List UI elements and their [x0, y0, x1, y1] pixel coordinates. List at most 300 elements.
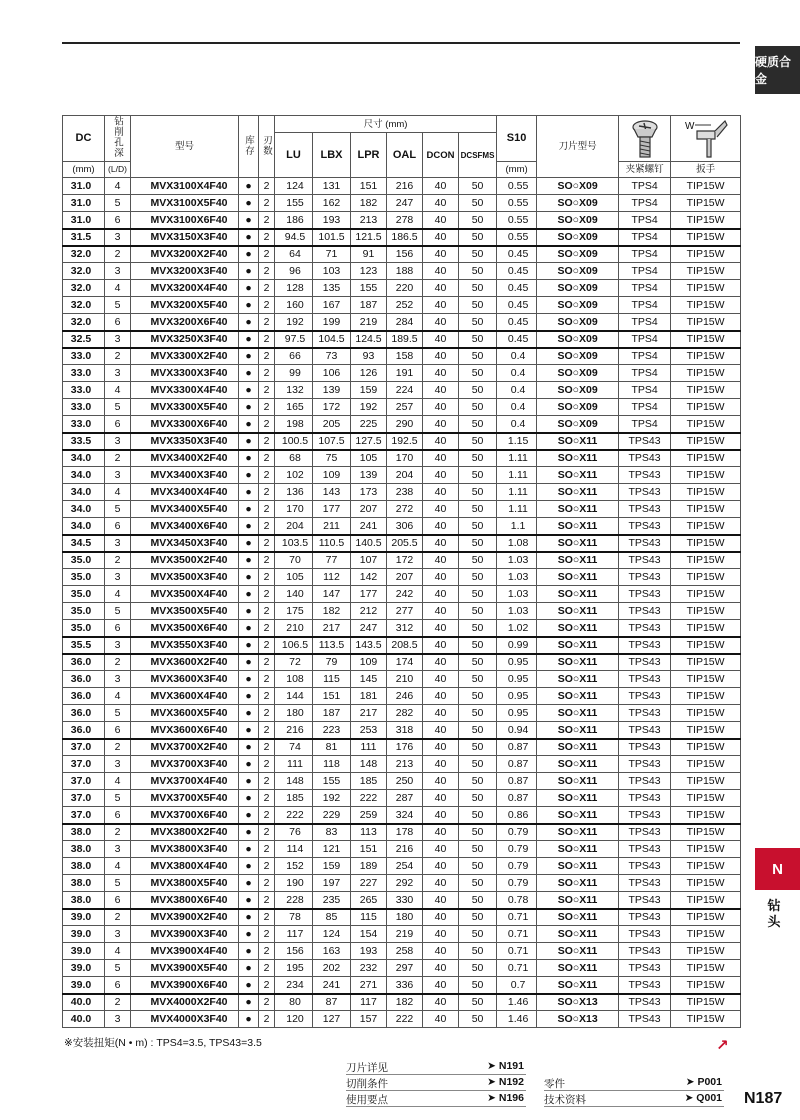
cell-dc: 38.0 — [63, 892, 105, 909]
cell-s10: 0.95 — [497, 705, 537, 722]
table-row — [63, 518, 741, 535]
cell-insert: SO○X11 — [537, 671, 619, 688]
cell-lbx: 235 — [313, 892, 351, 909]
cell-flutes: 2 — [259, 178, 275, 195]
cell-ld: 6 — [105, 892, 131, 909]
cell-s10: 1.11 — [497, 484, 537, 501]
cell-dc: 37.0 — [63, 790, 105, 807]
ref-cutting-conditions[interactable] — [346, 1075, 526, 1091]
cell-screw: TPS43 — [619, 620, 671, 637]
top-rule — [62, 42, 740, 44]
cell-oal: 188 — [387, 263, 423, 280]
cell-s10: 0.55 — [497, 229, 537, 246]
cell-lpr: 271 — [351, 977, 387, 994]
cell-lu: 152 — [275, 858, 313, 875]
header-dims-group: 尺寸 (mm) — [275, 116, 497, 133]
cell-lpr: 232 — [351, 960, 387, 977]
cell-dcsfms: 50 — [459, 467, 497, 484]
cell-dcsfms: 50 — [459, 671, 497, 688]
cell-stock: ● — [239, 671, 259, 688]
cell-model: MVX3350X3F40 — [131, 433, 239, 450]
cell-insert: SO○X11 — [537, 467, 619, 484]
table-row — [63, 654, 741, 671]
cell-dcsfms: 50 — [459, 722, 497, 739]
cell-dc: 37.0 — [63, 807, 105, 824]
cell-stock: ● — [239, 297, 259, 314]
cell-lpr: 193 — [351, 943, 387, 960]
cell-ld: 6 — [105, 212, 131, 229]
cell-s10: 0.71 — [497, 943, 537, 960]
ref-label: 刀片详见 — [346, 1062, 388, 1074]
cell-flutes: 2 — [259, 756, 275, 773]
cell-wrench: TIP15W — [671, 739, 741, 756]
cell-wrench: TIP15W — [671, 994, 741, 1011]
cell-dc: 37.0 — [63, 739, 105, 756]
cell-lpr: 142 — [351, 569, 387, 586]
cell-s10: 0.99 — [497, 637, 537, 654]
cell-wrench: TIP15W — [671, 314, 741, 331]
cell-s10: 0.55 — [497, 195, 537, 212]
cell-flutes: 2 — [259, 688, 275, 705]
cell-stock: ● — [239, 348, 259, 365]
cell-stock: ● — [239, 501, 259, 518]
cell-flutes: 2 — [259, 637, 275, 654]
cell-lu: 97.5 — [275, 331, 313, 348]
cell-dcon: 40 — [423, 773, 459, 790]
cell-model: MVX3400X4F40 — [131, 484, 239, 501]
cell-oal: 182 — [387, 994, 423, 1011]
cell-lu: 128 — [275, 280, 313, 297]
cell-oal: 252 — [387, 297, 423, 314]
cell-dcon: 40 — [423, 603, 459, 620]
cell-dcon: 40 — [423, 433, 459, 450]
cell-ld: 6 — [105, 620, 131, 637]
cell-wrench: TIP15W — [671, 433, 741, 450]
cell-insert: SO○X11 — [537, 756, 619, 773]
cell-dcsfms: 50 — [459, 246, 497, 263]
ref-label: 使用要点 — [346, 1094, 388, 1106]
cell-s10: 1.11 — [497, 450, 537, 467]
header-stock: 库存 — [239, 116, 259, 178]
cell-lpr: 227 — [351, 875, 387, 892]
cell-stock: ● — [239, 365, 259, 382]
cell-dcon: 40 — [423, 382, 459, 399]
cell-lu: 120 — [275, 1011, 313, 1028]
cell-lbx: 197 — [313, 875, 351, 892]
cell-dc: 35.0 — [63, 552, 105, 569]
cell-lu: 114 — [275, 841, 313, 858]
cell-screw: TPS43 — [619, 654, 671, 671]
cell-model: MVX3400X3F40 — [131, 467, 239, 484]
cell-ld: 2 — [105, 739, 131, 756]
cell-lpr: 247 — [351, 620, 387, 637]
cell-lbx: 115 — [313, 671, 351, 688]
cell-model: MVX3100X6F40 — [131, 212, 239, 229]
ref-insert-details[interactable] — [346, 1059, 526, 1075]
table-row — [63, 960, 741, 977]
cell-stock: ● — [239, 603, 259, 620]
ref-label: 切削条件 — [346, 1078, 388, 1090]
cell-lpr: 107 — [351, 552, 387, 569]
cell-flutes: 2 — [259, 807, 275, 824]
cell-ld: 3 — [105, 1011, 131, 1028]
cell-stock: ● — [239, 433, 259, 450]
cell-lpr: 181 — [351, 688, 387, 705]
table-row — [63, 705, 741, 722]
cell-model: MVX3900X2F40 — [131, 909, 239, 926]
cell-wrench: TIP15W — [671, 807, 741, 824]
cell-model: MVX3700X2F40 — [131, 739, 239, 756]
cell-lpr: 115 — [351, 909, 387, 926]
cell-s10: 1.15 — [497, 433, 537, 450]
cell-oal: 330 — [387, 892, 423, 909]
cell-dcon: 40 — [423, 756, 459, 773]
cell-insert: SO○X09 — [537, 178, 619, 195]
cell-lu: 198 — [275, 416, 313, 433]
spec-table — [62, 115, 741, 1028]
cell-lpr: 219 — [351, 314, 387, 331]
cell-screw: TPS43 — [619, 671, 671, 688]
cell-insert: SO○X09 — [537, 416, 619, 433]
cell-dc: 38.0 — [63, 841, 105, 858]
cell-lpr: 111 — [351, 739, 387, 756]
cell-oal: 278 — [387, 212, 423, 229]
cell-dc: 39.0 — [63, 977, 105, 994]
cell-lpr: 139 — [351, 467, 387, 484]
cell-stock: ● — [239, 722, 259, 739]
cell-insert: SO○X11 — [537, 960, 619, 977]
ref-technical-data[interactable] — [544, 1091, 724, 1107]
cell-insert: SO○X11 — [537, 535, 619, 552]
cell-wrench: TIP15W — [671, 824, 741, 841]
cell-s10: 0.95 — [497, 688, 537, 705]
ref-target-link[interactable]: ➤ P001 — [685, 1076, 722, 1088]
cell-oal: 186.5 — [387, 229, 423, 246]
cell-screw: TPS43 — [619, 552, 671, 569]
cell-ld: 2 — [105, 994, 131, 1011]
cell-flutes: 2 — [259, 212, 275, 229]
table-row — [63, 790, 741, 807]
cell-lpr: 91 — [351, 246, 387, 263]
cell-dc: 34.5 — [63, 535, 105, 552]
table-row — [63, 399, 741, 416]
header-s10-unit: (mm) — [497, 162, 537, 178]
cell-oal: 174 — [387, 654, 423, 671]
side-tab-n[interactable]: N — [755, 848, 800, 890]
cell-lpr: 173 — [351, 484, 387, 501]
cell-stock: ● — [239, 637, 259, 654]
cell-s10: 0.4 — [497, 399, 537, 416]
next-page-arrow-icon[interactable]: ↗ — [716, 1037, 729, 1054]
cell-dc: 33.0 — [63, 416, 105, 433]
cell-model: MVX3900X3F40 — [131, 926, 239, 943]
cell-lpr: 154 — [351, 926, 387, 943]
table-row — [63, 722, 741, 739]
cell-screw: TPS43 — [619, 909, 671, 926]
cell-screw: TPS4 — [619, 331, 671, 348]
cell-lu: 68 — [275, 450, 313, 467]
table-row — [63, 688, 741, 705]
cell-s10: 0.87 — [497, 756, 537, 773]
cell-model: MVX3200X6F40 — [131, 314, 239, 331]
cell-lpr: 145 — [351, 671, 387, 688]
cell-dcsfms: 50 — [459, 977, 497, 994]
cell-lbx: 177 — [313, 501, 351, 518]
cell-s10: 0.55 — [497, 178, 537, 195]
side-tab-carbide[interactable]: 硬质合金 — [755, 46, 800, 94]
cell-lpr: 182 — [351, 195, 387, 212]
cell-dc: 31.0 — [63, 178, 105, 195]
cell-lbx: 159 — [313, 858, 351, 875]
cell-wrench: TIP15W — [671, 637, 741, 654]
cell-flutes: 2 — [259, 552, 275, 569]
cell-oal: 219 — [387, 926, 423, 943]
cell-dc: 38.0 — [63, 875, 105, 892]
cell-model: MVX3500X5F40 — [131, 603, 239, 620]
cell-lbx: 131 — [313, 178, 351, 195]
cell-lbx: 167 — [313, 297, 351, 314]
cell-screw: TPS4 — [619, 212, 671, 229]
cell-model: MVX3200X4F40 — [131, 280, 239, 297]
cell-dcon: 40 — [423, 331, 459, 348]
cell-screw: TPS4 — [619, 382, 671, 399]
cell-lpr: 192 — [351, 399, 387, 416]
table-row — [63, 280, 741, 297]
cell-lu: 99 — [275, 365, 313, 382]
ref-target-link[interactable]: ➤ N191 — [487, 1060, 524, 1072]
cell-dc: 33.0 — [63, 348, 105, 365]
cell-lbx: 217 — [313, 620, 351, 637]
cell-screw: TPS43 — [619, 501, 671, 518]
cell-dcsfms: 50 — [459, 552, 497, 569]
cell-dcsfms: 50 — [459, 739, 497, 756]
cell-ld: 3 — [105, 331, 131, 348]
cell-insert: SO○X09 — [537, 331, 619, 348]
header-lpr: LPR — [351, 133, 387, 178]
cell-insert: SO○X11 — [537, 450, 619, 467]
cell-flutes: 2 — [259, 348, 275, 365]
cell-s10: 0.94 — [497, 722, 537, 739]
cell-model: MVX3800X6F40 — [131, 892, 239, 909]
cell-insert: SO○X11 — [537, 824, 619, 841]
cell-stock: ● — [239, 926, 259, 943]
cell-lbx: 229 — [313, 807, 351, 824]
cell-insert: SO○X09 — [537, 399, 619, 416]
cell-oal: 257 — [387, 399, 423, 416]
cell-ld: 6 — [105, 416, 131, 433]
cell-stock: ● — [239, 382, 259, 399]
cell-flutes: 2 — [259, 858, 275, 875]
cell-stock: ● — [239, 518, 259, 535]
cell-ld: 5 — [105, 960, 131, 977]
table-row — [63, 484, 741, 501]
cell-stock: ● — [239, 858, 259, 875]
table-row — [63, 569, 741, 586]
cell-lbx: 85 — [313, 909, 351, 926]
cell-ld: 5 — [105, 501, 131, 518]
cell-ld: 4 — [105, 586, 131, 603]
cell-s10: 0.45 — [497, 314, 537, 331]
cell-dc: 36.0 — [63, 671, 105, 688]
cell-lu: 165 — [275, 399, 313, 416]
cell-dcon: 40 — [423, 943, 459, 960]
cell-ld: 5 — [105, 603, 131, 620]
cell-model: MVX3150X3F40 — [131, 229, 239, 246]
cell-screw: TPS43 — [619, 603, 671, 620]
ref-target-link[interactable]: ➤ Q001 — [684, 1092, 722, 1104]
cell-stock: ● — [239, 195, 259, 212]
ref-target-link[interactable]: ➤ N192 — [487, 1076, 524, 1088]
cell-insert: SO○X11 — [537, 943, 619, 960]
cell-wrench: TIP15W — [671, 569, 741, 586]
cell-dcsfms: 50 — [459, 331, 497, 348]
cell-flutes: 2 — [259, 365, 275, 382]
cell-s10: 0.4 — [497, 365, 537, 382]
cell-screw: TPS43 — [619, 943, 671, 960]
ref-parts[interactable] — [544, 1075, 724, 1091]
table-row — [63, 246, 741, 263]
ref-label: 技术资料 — [544, 1094, 586, 1106]
cell-dc: 34.0 — [63, 501, 105, 518]
cell-lbx: 127 — [313, 1011, 351, 1028]
cell-stock: ● — [239, 399, 259, 416]
cell-dc: 34.0 — [63, 467, 105, 484]
cell-insert: SO○X09 — [537, 263, 619, 280]
cell-dcsfms: 50 — [459, 212, 497, 229]
cell-wrench: TIP15W — [671, 416, 741, 433]
cell-ld: 3 — [105, 637, 131, 654]
cell-wrench: TIP15W — [671, 229, 741, 246]
cell-ld: 2 — [105, 654, 131, 671]
cell-lu: 210 — [275, 620, 313, 637]
cell-lpr: 217 — [351, 705, 387, 722]
cell-lbx: 241 — [313, 977, 351, 994]
cell-dcsfms: 50 — [459, 518, 497, 535]
cell-wrench: TIP15W — [671, 620, 741, 637]
cell-oal: 292 — [387, 875, 423, 892]
cell-s10: 0.95 — [497, 654, 537, 671]
cell-screw: TPS43 — [619, 756, 671, 773]
cell-oal: 287 — [387, 790, 423, 807]
cell-stock: ● — [239, 535, 259, 552]
cell-dcsfms: 50 — [459, 943, 497, 960]
cell-insert: SO○X09 — [537, 348, 619, 365]
cell-model: MVX3700X6F40 — [131, 807, 239, 824]
cell-lu: 100.5 — [275, 433, 313, 450]
table-row — [63, 637, 741, 654]
ref-usage-points[interactable] — [346, 1091, 526, 1107]
cell-lbx: 113.5 — [313, 637, 351, 654]
cell-dcon: 40 — [423, 212, 459, 229]
cell-insert: SO○X11 — [537, 892, 619, 909]
header-flutes: 刃数 — [259, 116, 275, 178]
cell-s10: 0.55 — [497, 212, 537, 229]
cell-dc: 33.0 — [63, 399, 105, 416]
cell-s10: 0.45 — [497, 263, 537, 280]
cell-dc: 39.0 — [63, 926, 105, 943]
cell-wrench: TIP15W — [671, 943, 741, 960]
cell-dcsfms: 50 — [459, 807, 497, 824]
cell-ld: 4 — [105, 688, 131, 705]
cell-ld: 4 — [105, 773, 131, 790]
cell-lbx: 163 — [313, 943, 351, 960]
cell-lu: 102 — [275, 467, 313, 484]
cell-s10: 1.03 — [497, 603, 537, 620]
table-row — [63, 773, 741, 790]
cell-dcon: 40 — [423, 688, 459, 705]
table-row — [63, 195, 741, 212]
cell-oal: 272 — [387, 501, 423, 518]
cell-lbx: 162 — [313, 195, 351, 212]
cell-oal: 222 — [387, 1011, 423, 1028]
cell-dcon: 40 — [423, 416, 459, 433]
cell-lu: 170 — [275, 501, 313, 518]
cell-lbx: 103 — [313, 263, 351, 280]
cell-insert: SO○X13 — [537, 994, 619, 1011]
cell-flutes: 2 — [259, 943, 275, 960]
cell-oal: 246 — [387, 688, 423, 705]
ref-target-link[interactable]: ➤ N196 — [487, 1092, 524, 1104]
cell-dcon: 40 — [423, 892, 459, 909]
cell-dc: 34.0 — [63, 518, 105, 535]
cell-insert: SO○X09 — [537, 280, 619, 297]
cell-model: MVX3800X4F40 — [131, 858, 239, 875]
cell-ld: 2 — [105, 246, 131, 263]
cell-lu: 74 — [275, 739, 313, 756]
cell-lu: 156 — [275, 943, 313, 960]
cell-model: MVX3300X4F40 — [131, 382, 239, 399]
cell-dc: 33.0 — [63, 365, 105, 382]
cell-dcsfms: 50 — [459, 637, 497, 654]
cell-wrench: TIP15W — [671, 858, 741, 875]
cell-oal: 170 — [387, 450, 423, 467]
cell-flutes: 2 — [259, 331, 275, 348]
cell-ld: 3 — [105, 926, 131, 943]
table-row — [63, 450, 741, 467]
cell-lbx: 135 — [313, 280, 351, 297]
cell-lu: 144 — [275, 688, 313, 705]
cell-dc: 32.0 — [63, 314, 105, 331]
cell-wrench: TIP15W — [671, 501, 741, 518]
table-row — [63, 348, 741, 365]
cell-dcsfms: 50 — [459, 824, 497, 841]
cell-screw: TPS43 — [619, 688, 671, 705]
cell-flutes: 2 — [259, 484, 275, 501]
cell-ld: 6 — [105, 722, 131, 739]
cell-screw: TPS43 — [619, 790, 671, 807]
cell-model: MVX3700X5F40 — [131, 790, 239, 807]
cell-s10: 1.46 — [497, 994, 537, 1011]
cell-wrench: TIP15W — [671, 909, 741, 926]
cell-lbx: 101.5 — [313, 229, 351, 246]
cell-screw: TPS4 — [619, 195, 671, 212]
cell-lbx: 187 — [313, 705, 351, 722]
cell-flutes: 2 — [259, 892, 275, 909]
header-dcsfms: DCSFMS — [459, 133, 497, 178]
cell-stock: ● — [239, 1011, 259, 1028]
cell-model: MVX3800X2F40 — [131, 824, 239, 841]
cell-model: MVX3450X3F40 — [131, 535, 239, 552]
cell-dcon: 40 — [423, 875, 459, 892]
cell-dcsfms: 50 — [459, 433, 497, 450]
cell-oal: 324 — [387, 807, 423, 824]
table-row — [63, 620, 741, 637]
cell-insert: SO○X11 — [537, 654, 619, 671]
cell-insert: SO○X11 — [537, 841, 619, 858]
table-row — [63, 365, 741, 382]
cell-insert: SO○X11 — [537, 552, 619, 569]
cell-lpr: 126 — [351, 365, 387, 382]
